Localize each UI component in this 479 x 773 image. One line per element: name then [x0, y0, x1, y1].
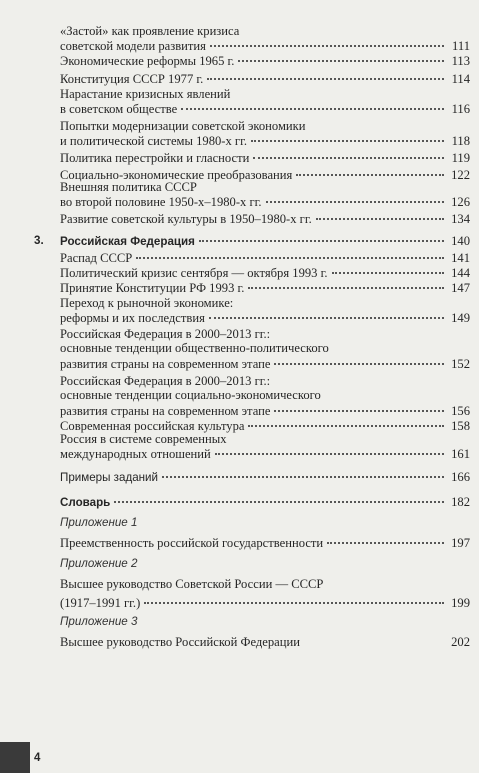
toc-entry — [60, 432, 470, 462]
page-number: 4 — [34, 752, 41, 764]
toc-page-number: 158 — [451, 419, 470, 433]
toc-page-number: 113 — [451, 54, 470, 68]
dot-leader — [327, 532, 444, 544]
glossary-title: Словарь — [60, 496, 111, 509]
dot-leader — [248, 415, 444, 427]
toc-entry — [60, 119, 470, 149]
toc-page-number: 199 — [451, 596, 470, 611]
toc-page-number: 149 — [451, 311, 470, 326]
page-corner-block — [0, 742, 30, 773]
toc-entry-line: Внешняя политика СССР — [60, 180, 197, 194]
dot-leader — [114, 491, 444, 503]
toc-entry-line: Распад СССР — [60, 251, 133, 265]
toc-page-number: 140 — [451, 234, 470, 248]
toc-entry — [60, 296, 470, 326]
toc-page-number: 141 — [451, 251, 470, 265]
toc-page-number: 182 — [451, 495, 470, 509]
toc-entry-line: международных отношений — [60, 447, 211, 462]
toc-entry-line: в советском обществе — [60, 102, 178, 117]
dot-leader — [162, 466, 444, 478]
toc-glossary — [60, 494, 470, 510]
toc-entry-line: Российская Федерация в 2000–2013 гг.: — [60, 374, 271, 388]
toc-entry-line: развития страны на современном этапе — [60, 356, 271, 371]
dot-leader — [316, 208, 444, 220]
toc-page-number: 114 — [451, 72, 470, 86]
toc-page-number: 202 — [451, 635, 470, 649]
appendix-heading: Приложение 1 — [60, 516, 138, 529]
toc-entry-line: Российская Федерация в 2000–2013 гг.: — [60, 327, 271, 341]
toc-page-number: 144 — [451, 266, 470, 280]
toc-page-number: 161 — [451, 447, 470, 462]
toc-entry-line: Социально-экономические преобразования — [60, 168, 293, 182]
toc-entry-line: Преемственность российской государственности — [60, 536, 324, 550]
dot-leader — [266, 191, 444, 203]
toc-page-number: 134 — [451, 212, 470, 226]
toc-entry-line: во второй половине 1950-х–1980-х гг. — [60, 195, 262, 210]
toc-entry — [60, 374, 470, 418]
toc-appendix — [60, 634, 470, 649]
toc-entry-line: Развитие советской культуры в 1950–1980-х гг. — [60, 212, 312, 226]
section-number: 3. — [34, 234, 44, 247]
toc-entry — [60, 211, 470, 226]
toc-entry — [60, 180, 470, 210]
toc-entry — [60, 280, 470, 295]
toc-page-number: 122 — [451, 168, 470, 182]
dot-leader — [209, 307, 444, 319]
appendix-heading: Приложение 3 — [60, 615, 138, 628]
toc-entry-line: Конституция СССР 1977 г. — [60, 72, 204, 86]
dot-leader — [274, 353, 444, 365]
toc-entry-line: Переход к рыночной экономике: — [60, 296, 234, 310]
toc-appendix — [60, 577, 470, 611]
toc-entry-line: «Застой» как проявление кризиса — [60, 24, 240, 38]
toc-page-number: 197 — [451, 536, 470, 550]
toc-entry-line: Современная российская культура — [60, 419, 245, 433]
toc-entry-line: основные тенденции социально-экономического — [60, 388, 321, 403]
dot-leader — [207, 68, 444, 80]
toc-page-number: 156 — [451, 403, 470, 418]
toc-page-number: 166 — [451, 470, 470, 484]
examples-title: Примеры заданий — [60, 471, 159, 484]
toc-entry — [60, 87, 470, 117]
toc-entry-line: развития страны на современном этапе — [60, 403, 271, 418]
toc-entry — [60, 53, 470, 68]
dot-leader — [199, 230, 444, 242]
toc-entry-line: Политика перестройки и гласности — [60, 151, 250, 165]
toc-page-number: 111 — [452, 39, 470, 54]
toc-entry — [60, 71, 470, 86]
toc-entry-line: Россия в системе современных — [60, 432, 227, 446]
toc-entry-line: Нарастание кризисных явлений — [60, 87, 231, 101]
dot-leader — [144, 592, 444, 604]
toc-entry-line: реформы и их последствия — [60, 311, 205, 326]
appendix-heading: Приложение 2 — [60, 557, 138, 570]
dot-leader — [181, 98, 444, 110]
toc-page-number: 152 — [451, 356, 470, 371]
section-title: Российская Федерация — [60, 235, 195, 248]
toc-entry-line: Принятие Конституции РФ 1993 г. — [60, 281, 245, 295]
toc-entry-line: Попытки модернизации советской экономики — [60, 119, 306, 133]
dot-leader — [210, 35, 444, 47]
toc-page-number: 116 — [451, 102, 470, 117]
dot-leader — [215, 443, 444, 455]
dot-leader — [251, 130, 444, 142]
dot-leader — [296, 164, 444, 176]
toc-page-number: 119 — [451, 151, 470, 165]
leader-space — [304, 631, 444, 643]
toc-entry — [60, 327, 470, 371]
dot-leader — [332, 262, 444, 274]
toc-entry-line: Высшее руководство Советской России — СССР — [60, 577, 324, 591]
toc-page-number: 126 — [451, 195, 470, 210]
toc-page-number: 118 — [451, 134, 470, 149]
dot-leader — [248, 277, 444, 289]
toc-entry-line: Высшее руководство Российской Федерации — [60, 635, 300, 649]
toc-entry-line: Политический кризис сентября — октября 1993 г. — [60, 266, 328, 280]
toc-entry-line: основные тенденции общественно-политического — [60, 341, 329, 356]
toc-entry-line: Экономические реформы 1965 г. — [60, 54, 235, 68]
dot-leader — [136, 247, 444, 259]
toc-entry-line: и политической системы 1980-х гг. — [60, 134, 247, 149]
toc-examples — [60, 469, 470, 485]
dot-leader — [253, 147, 444, 159]
dot-leader — [238, 50, 444, 62]
dot-leader — [274, 400, 444, 412]
toc-appendix — [60, 535, 470, 550]
toc-page-number: 147 — [451, 281, 470, 295]
toc-entry-line: советской модели развития — [60, 39, 206, 54]
toc-entry-line: (1917–1991 гг.) — [60, 596, 141, 611]
